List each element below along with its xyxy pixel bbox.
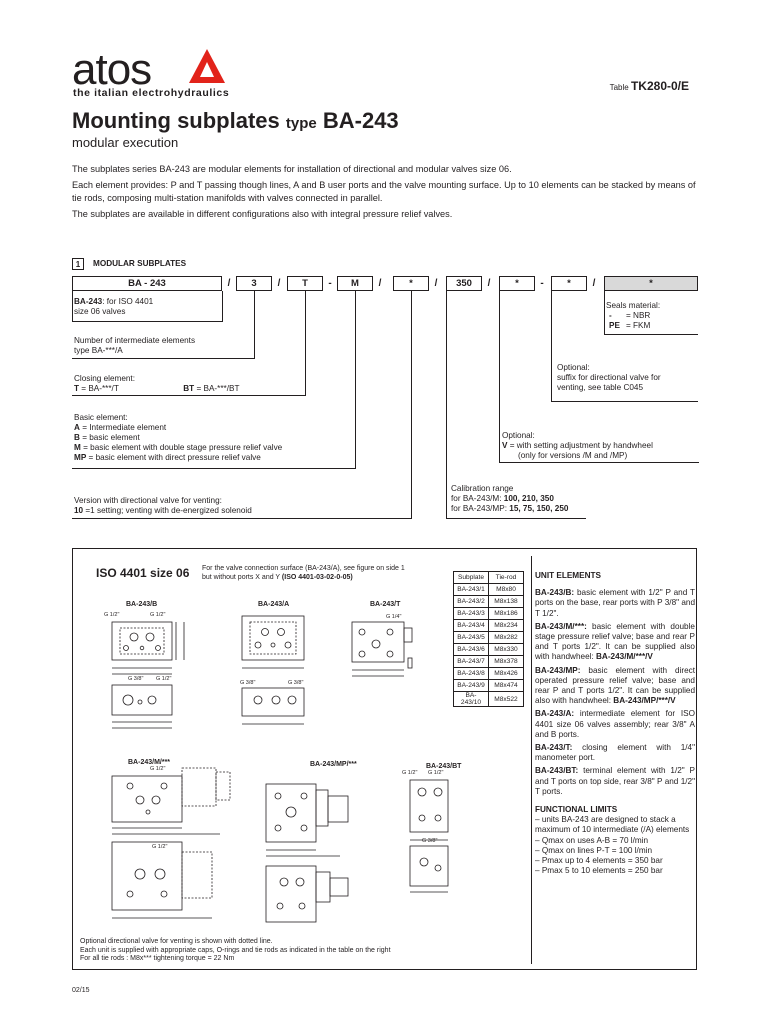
desc-handwheel-note: (only for versions /M and /MP) (518, 451, 628, 460)
table-cell: BA-243/2 (454, 596, 489, 608)
desc-calibration-mp-label: for BA-243/MP: (451, 504, 507, 513)
desc-calibration-mp-values: 15, 75, 150, 250 (509, 504, 569, 513)
unit-t-code: BA-243/T: (535, 743, 573, 753)
table-cell: M8x80 (489, 584, 524, 596)
label-g38: G 3/8" (288, 680, 304, 686)
table-row (454, 656, 524, 668)
desc-calibration-m-label: for BA-243/M: (451, 494, 502, 503)
intro-paragraph: Each element provides: P and T passing though lines, A and B user ports and the valve mounting surface. Up to 10 elements can be stacked by means of tie rods, composing multi-station manifolds with valves connected in parallel. (72, 180, 696, 203)
connector-line (551, 401, 698, 402)
connector-line (499, 291, 500, 462)
unit-b-code: BA-243/B: (535, 588, 575, 598)
table-cell: M8x282 (489, 632, 524, 644)
connector-line (72, 395, 306, 396)
desc-basic-a-text: = Intermediate element (79, 423, 167, 432)
desc-handwheel-title: Optional: (502, 431, 535, 440)
connector-line (604, 291, 605, 334)
label-g12: G 1/2" (402, 770, 418, 776)
title-type: type (285, 115, 317, 132)
desc-suffix (557, 363, 661, 393)
desc-calibration (451, 484, 568, 514)
table-cell: BA-243/8 (454, 668, 489, 680)
table-cell: BA-243/5 (454, 632, 489, 644)
desc-closing-bt-code: BT (183, 384, 195, 393)
desc-venting-title: Version with directional valve for venting: (74, 496, 222, 505)
desc-elements (74, 336, 195, 356)
section-title: MODULAR SUBPLATES (93, 259, 187, 268)
logo-wordmark: atos (72, 45, 152, 94)
desc-handwheel-code: V (502, 441, 508, 450)
code-field-elements: 3 (236, 276, 272, 291)
table-row (454, 692, 524, 707)
table-cell: M8x474 (489, 680, 524, 692)
intro-paragraph: The subplates series BA-243 are modular elements for installation of directional and modular valves size 06. (72, 164, 512, 174)
desc-closing (74, 374, 239, 394)
desc-basic (74, 413, 282, 463)
section-number: 1 (72, 258, 84, 270)
desc-basic-mp-code: MP (74, 453, 87, 462)
code-separator: / (227, 278, 231, 289)
unit-t (535, 743, 695, 763)
label-ba-243-b: BA-243/B (126, 601, 158, 608)
desc-basic-a-code: A (74, 423, 80, 432)
table-header-row (454, 572, 524, 584)
connector-line (499, 462, 699, 463)
desc-seals-nbr-text: = NBR (626, 311, 651, 320)
connector-line (72, 358, 255, 359)
connector-line (222, 291, 223, 322)
connector-line (551, 291, 552, 401)
desc-seals-nbr-code: - (609, 311, 612, 320)
label-ba-243-t: BA-243/T (370, 601, 401, 608)
table-cell: M8x186 (489, 608, 524, 620)
table-header-cell: Tie-rod (489, 572, 524, 584)
iso-note-line1: For the valve connection surface (BA-243/A), see figure on side 1 (202, 565, 405, 572)
label-g12: G 1/2" (150, 766, 166, 772)
table-cell: M8x522 (489, 692, 524, 707)
desc-handwheel-text: = with setting adjustment by handwheel (507, 441, 653, 450)
table-cell: M8x378 (489, 656, 524, 668)
footnote-line: Each unit is supplied with appropriate caps, O-rings and tie rods as indicated in the table on the right (80, 946, 391, 954)
desc-basic-title: Basic element: (74, 413, 128, 422)
table-cell: M8x330 (489, 644, 524, 656)
limit-item: – Pmax up to 4 elements = 350 bar (535, 856, 663, 866)
code-field-suffix: * (551, 276, 587, 291)
desc-venting-code: 10 (74, 506, 84, 515)
drawing-bt-side-body (410, 846, 448, 886)
title-main: Mounting subplates (72, 108, 280, 133)
code-field-venting: * (393, 276, 429, 291)
unit-b (535, 588, 695, 619)
page-subtitle: modular execution (72, 135, 179, 150)
unit-t-text: closing element with 1/4" manometer port. (535, 743, 695, 763)
table-cell: BA-243/6 (454, 644, 489, 656)
logo-tagline: the italian electrohydraulics (73, 87, 230, 99)
desc-seals (606, 301, 660, 331)
connector-line (446, 291, 447, 518)
label-ba-243-a: BA-243/A (258, 601, 290, 608)
limit-item: – Pmax 5 to 10 elements = 250 bar (535, 866, 663, 876)
iso-note (202, 565, 442, 582)
iso-title: ISO 4401 size 06 (96, 566, 190, 580)
desc-elements-line2: type BA-***/A (74, 346, 123, 355)
code-field-series: BA - 243 (72, 276, 222, 291)
desc-series-line2: size 06 valves (74, 307, 126, 316)
unit-m (535, 622, 695, 663)
table-cell: BA-243/3 (454, 608, 489, 620)
code-field-seals: * (604, 276, 698, 291)
table-prefix: Table (609, 83, 629, 92)
table-cell: BA-243/1 (454, 584, 489, 596)
unit-bt (535, 766, 695, 797)
table-row (454, 596, 524, 608)
technical-drawings (90, 590, 462, 938)
drawing-mp-side-body (266, 866, 316, 922)
desc-suffix-line2: suffix for directional valve for (557, 373, 661, 382)
label-ba-243-m: BA-243/M/*** (128, 759, 171, 766)
intro-text (72, 163, 698, 224)
connector-line (72, 291, 73, 321)
connector-line (355, 291, 356, 468)
connector-line (254, 291, 255, 358)
label-g12: G 1/2" (428, 770, 444, 776)
unit-mp-extra-code: BA-243/MP/***/V (613, 696, 676, 706)
desc-closing-t-text: = BA-***/T (79, 384, 119, 393)
desc-suffix-line3: venting, see table C045 (557, 383, 644, 392)
drawing-m-side-body (112, 842, 182, 910)
code-field-handwheel: * (499, 276, 535, 291)
unit-a-code: BA-243/A: (535, 709, 575, 719)
page-date: 02/15 (72, 987, 90, 994)
title-model: BA-243 (322, 108, 399, 133)
footnote (80, 938, 440, 964)
limit-item: – Qmax on uses A-B = 70 l/min (535, 835, 649, 845)
label-g12: G 1/2" (156, 676, 172, 682)
label-g38: G 3/8" (128, 676, 144, 682)
unit-mp (535, 666, 695, 707)
desc-suffix-title: Optional: (557, 363, 590, 372)
desc-series-code: BA-243 (74, 297, 103, 306)
unit-a-text: intermediate element for ISO 4401 size 06 valves assembly; rear 3/8" A and B ports. (535, 709, 695, 739)
unit-m-code: BA-243/M/***: (535, 621, 587, 631)
desc-calibration-title: Calibration range (451, 484, 514, 493)
unit-bt-text: terminal element with 1/2" P and T ports on top side, rear 3/8" P and 1/2" T ports. (535, 766, 695, 796)
footnote-line: Optional directional valve for venting is shown with dotted line. (80, 938, 273, 945)
label-g14: G 1/4" (386, 614, 402, 620)
unit-bt-code: BA-243/BT: (535, 766, 579, 776)
unit-mp-code: BA-243/MP: (535, 665, 581, 675)
drawing-b-side-body (112, 685, 172, 715)
code-separator: - (328, 278, 332, 289)
limit-item: – units BA-243 are designed to stack a maximum of 10 intermediate (/A) elements (535, 815, 690, 835)
connector-line (604, 334, 698, 335)
desc-basic-m-code: M (74, 443, 81, 452)
desc-series (74, 297, 153, 317)
unit-mp-extra: It can be supplied also with handwheel: (535, 686, 695, 706)
drawing-mp-top-body (266, 784, 316, 842)
table-row (454, 620, 524, 632)
drawing-m-top-body (112, 776, 182, 822)
desc-closing-title: Closing element: (74, 374, 135, 383)
label-g38: G 3/8" (240, 680, 256, 686)
code-separator: / (434, 278, 438, 289)
unit-a (535, 709, 695, 740)
logo-triangle-icon (188, 48, 226, 84)
connector-line (446, 518, 586, 519)
desc-venting (74, 496, 252, 516)
desc-basic-b-code: B (74, 433, 80, 442)
label-g12: G 1/2" (150, 612, 166, 618)
desc-seals-fkm-text: = FKM (626, 321, 651, 330)
desc-basic-mp-text: = basic element with direct pressure relief valve (86, 453, 261, 462)
table-row (454, 644, 524, 656)
desc-closing-bt-text: = BA-***/BT (194, 384, 240, 393)
footnote-line: For all tie rods : M8x*** tightening torque = 22 Nm (80, 955, 235, 963)
code-separator: / (487, 278, 491, 289)
table-cell: BA-243/4 (454, 620, 489, 632)
table-cell: BA-243/9 (454, 680, 489, 692)
unit-m-extra: It can be supplied also with handwheel: (535, 642, 695, 662)
table-row (454, 668, 524, 680)
table-row (454, 632, 524, 644)
code-field-calibration: 350 (446, 276, 482, 291)
label-g12: G 1/2" (104, 612, 120, 618)
connector-line (72, 468, 356, 469)
desc-handwheel (502, 431, 653, 461)
drawing-bt-top-body (410, 780, 448, 832)
unit-m-extra-code: BA-243/M/***/V (596, 652, 653, 662)
connector-line (72, 518, 412, 519)
desc-basic-b-text: = basic element (79, 433, 140, 442)
label-g38: G 3/8" (422, 838, 438, 844)
code-separator: - (540, 278, 544, 289)
unit-mp-text: basic element with direct operated pressure relief valve; base and rear P and T ports 1/2". (535, 665, 695, 696)
unit-elements (535, 571, 695, 876)
unit-b-text: basic element with 1/2" P and T ports on the base, rear ports with P 3/8" and T 1/2". (535, 588, 695, 618)
code-separator: / (378, 278, 382, 289)
desc-basic-m-text: = basic element with double stage pressure relief valve (80, 443, 283, 452)
table-cell: M8x138 (489, 596, 524, 608)
desc-venting-text: =1 setting; venting with de-energized solenoid (83, 506, 252, 515)
iso-note-standard: (ISO 4401-03-02-0-05) (281, 573, 353, 581)
table-cell: M8x234 (489, 620, 524, 632)
desc-calibration-m-values: 100, 210, 350 (503, 494, 554, 503)
drawing-a-top-body (242, 616, 304, 660)
functional-limits-title: FUNCTIONAL LIMITS (535, 805, 618, 815)
table-reference (610, 79, 689, 93)
table-row (454, 680, 524, 692)
code-separator: / (277, 278, 281, 289)
desc-elements-line1: Number of intermediate elements (74, 336, 196, 345)
table-row (454, 584, 524, 596)
connector-line (411, 291, 412, 518)
connector-line (305, 291, 306, 395)
limit-item: – Qmax on lines P-T = 100 l/min (535, 845, 653, 855)
desc-series-text: : for ISO 4401 (102, 297, 154, 306)
code-field-closing: T (287, 276, 323, 291)
table-header-cell: Subplate (454, 572, 489, 584)
unit-m-text: basic element with double stage pressure relief valve; base and rear P and T ports 1/2". (535, 621, 695, 652)
label-ba-243-mp: BA-243/MP/*** (310, 761, 357, 768)
table-code: TK280-0/E (630, 79, 689, 93)
desc-closing-t-code: T (74, 384, 80, 393)
iso-note-line2: but without ports X and Y (202, 573, 280, 581)
code-field-basic: M (337, 276, 373, 291)
desc-seals-fkm-code: PE (609, 321, 620, 330)
table-cell: BA-243/7 (454, 656, 489, 668)
intro-paragraph: The subplates are available in different configurations also with integral pressure relief valves. (72, 208, 453, 219)
unit-elements-title: UNIT ELEMENTS (535, 571, 601, 580)
tie-rod-table (453, 571, 524, 707)
desc-seals-title: Seals material: (606, 301, 661, 310)
label-ba-243-bt: BA-243/BT (426, 763, 462, 770)
table-cell: BA-243/10 (454, 692, 489, 707)
label-g12: G 1/2" (152, 844, 168, 850)
table-cell: M8x426 (489, 668, 524, 680)
table-row (454, 608, 524, 620)
panel-divider (531, 556, 532, 964)
code-separator: / (592, 278, 596, 289)
page-title (72, 108, 399, 134)
connector-line (72, 321, 222, 322)
